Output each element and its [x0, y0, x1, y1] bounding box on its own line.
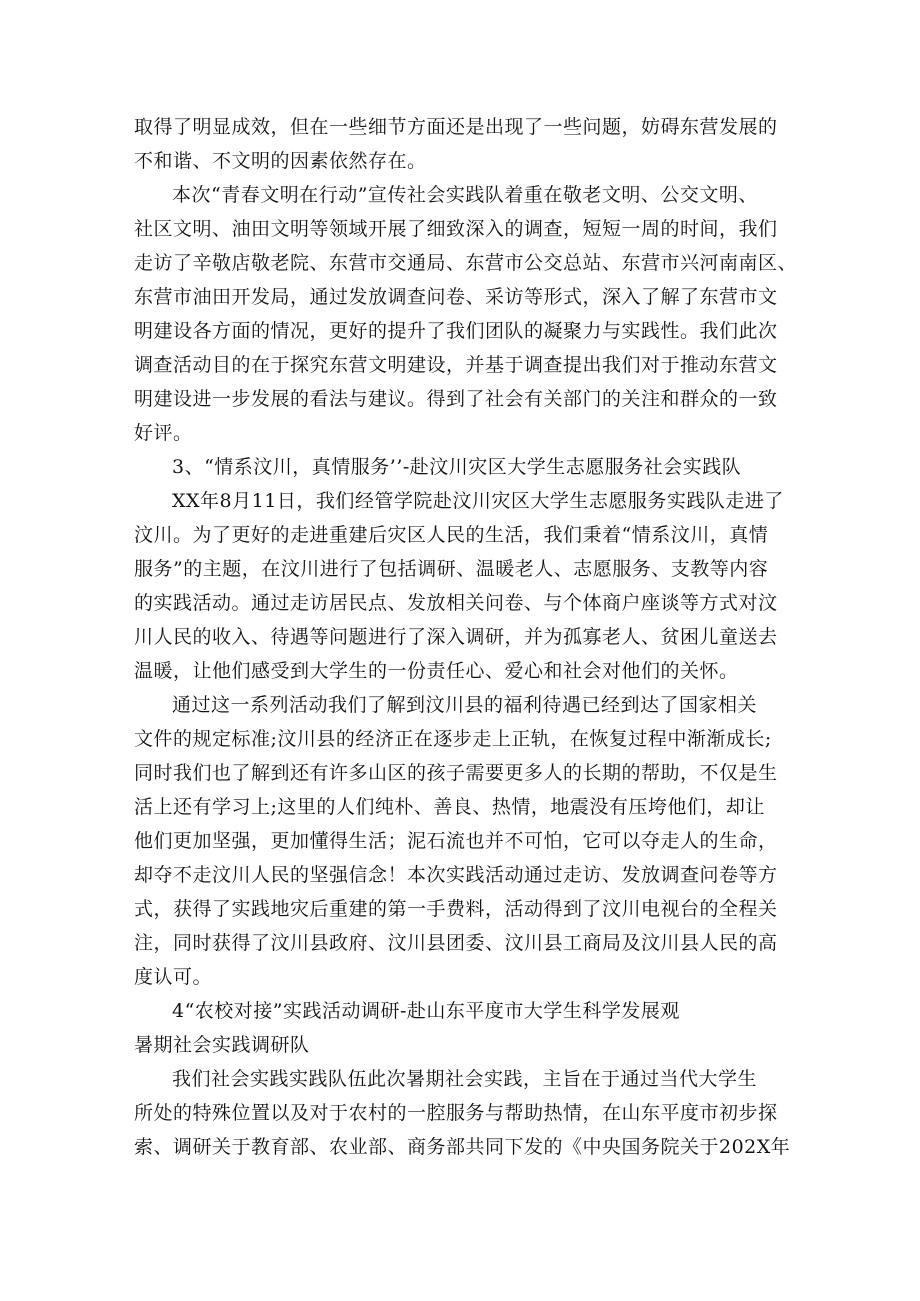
- section-heading: 4“农校对接”实践活动调研-赴山东平度市大学生科学发展观: [172, 1000, 680, 1022]
- text-line: 服务”的主题，在汶川进行了包括调研、温暖老人、志愿服务、支教等内容: [134, 558, 769, 580]
- text-line: XX年8月11日，我们经管学院赴汶川灾区大学生志愿服务实践队走进了: [172, 490, 784, 512]
- text-line: 温暖，让他们感受到大学生的一份责任心、爱心和社会对他们的关怀。: [134, 660, 739, 682]
- text-line: 明建设各方面的情况，更好的提升了我们团队的凝聚力与实践性。我们此次: [134, 320, 778, 342]
- text-line: 所处的特殊位置以及对于农村的一腔服务与帮助热情，在山东平度市初步探: [134, 1102, 778, 1124]
- text-line: 注，同时获得了汶川县政府、汶川县团委、汶川县工商局及汶川县人民的高: [134, 932, 778, 954]
- text-line: 汶川。为了更好的走进重建后灾区人民的生活，我们秉着“情系汶川，真情: [134, 524, 769, 546]
- text-line: 却夺不走汶川人民的坚强信念！本次实践活动通过走访、发放调查问卷等方: [134, 864, 778, 886]
- text-line: 明建设进一步发展的看法与建议。得到了社会有关部门的关注和群众的一致: [134, 388, 778, 410]
- text-line: 文件的规定标准;汶川县的经济正在逐步走上正轨，在恢复过程中渐渐成长;: [134, 728, 772, 750]
- text-line: 通过这一系列活动我们了解到汶川县的福利待遇已经到达了国家相关: [172, 694, 758, 716]
- text-line: 他们更加坚强，更加懂得生活；泥石流也并不可怕，它可以夺走人的生命，: [134, 830, 778, 852]
- text-line: 不和谐、不文明的因素依然存在。: [134, 150, 427, 172]
- text-line: 好评。: [134, 422, 193, 444]
- text-line: 活上还有学习上;这里的人们纯朴、善良、热情，地震没有压垮他们，却让: [134, 796, 765, 818]
- text-line: 川人民的收入、待遇等问题进行了深入调研，并为孤寡老人、贫困儿童送去: [134, 626, 778, 648]
- text-line: 走访了辛敬店敬老院、东营市交通局、东营市公交总站、东营市兴河南南区、: [134, 252, 798, 274]
- text-line: 度认可。: [134, 966, 213, 988]
- text-line: 我们社会实践实践队伍此次暑期社会实践，主旨在于通过当代大学生: [172, 1068, 758, 1090]
- text-line: 调查活动目的在于探究东营文明建设，并基于调查提出我们对于推动东营文: [134, 354, 778, 376]
- text-line: 的实践活动。通过走访居民点、发放相关问卷、与个体商户座谈等方式对汶: [134, 592, 778, 614]
- text-line: 东营市油田开发局，通过发放调查问卷、采访等形式，深入了解了东营市文: [134, 286, 778, 308]
- section-heading-continued: 暑期社会实践调研队: [134, 1034, 310, 1056]
- text-line: 本次“青春文明在行动”宣传社会实践队着重在敬老文明、公交文明、: [172, 184, 758, 206]
- text-line: 式，获得了实践地灾后重建的第一手费料，活动得到了汶川电视台的全程关: [134, 898, 778, 920]
- text-line: 索、调研关于教育部、农业部、商务部共同下发的《中央国务院关于202X年: [134, 1136, 791, 1158]
- text-line: 同时我们也了解到还有许多山区的孩子需要更多人的长期的帮助，不仅是生: [134, 762, 778, 784]
- text-line: 取得了明显成效，但在一些细节方面还是出现了一些问题，妨碍东营发展的: [134, 116, 778, 138]
- section-heading: 3、“情系汶川，真情服务’’-赴汶川灾区大学生志愿服务社会实践队: [172, 456, 742, 478]
- text-line: 社区文明、油田文明等领域开展了细致深入的调查，短短一周的时间，我们: [134, 218, 778, 240]
